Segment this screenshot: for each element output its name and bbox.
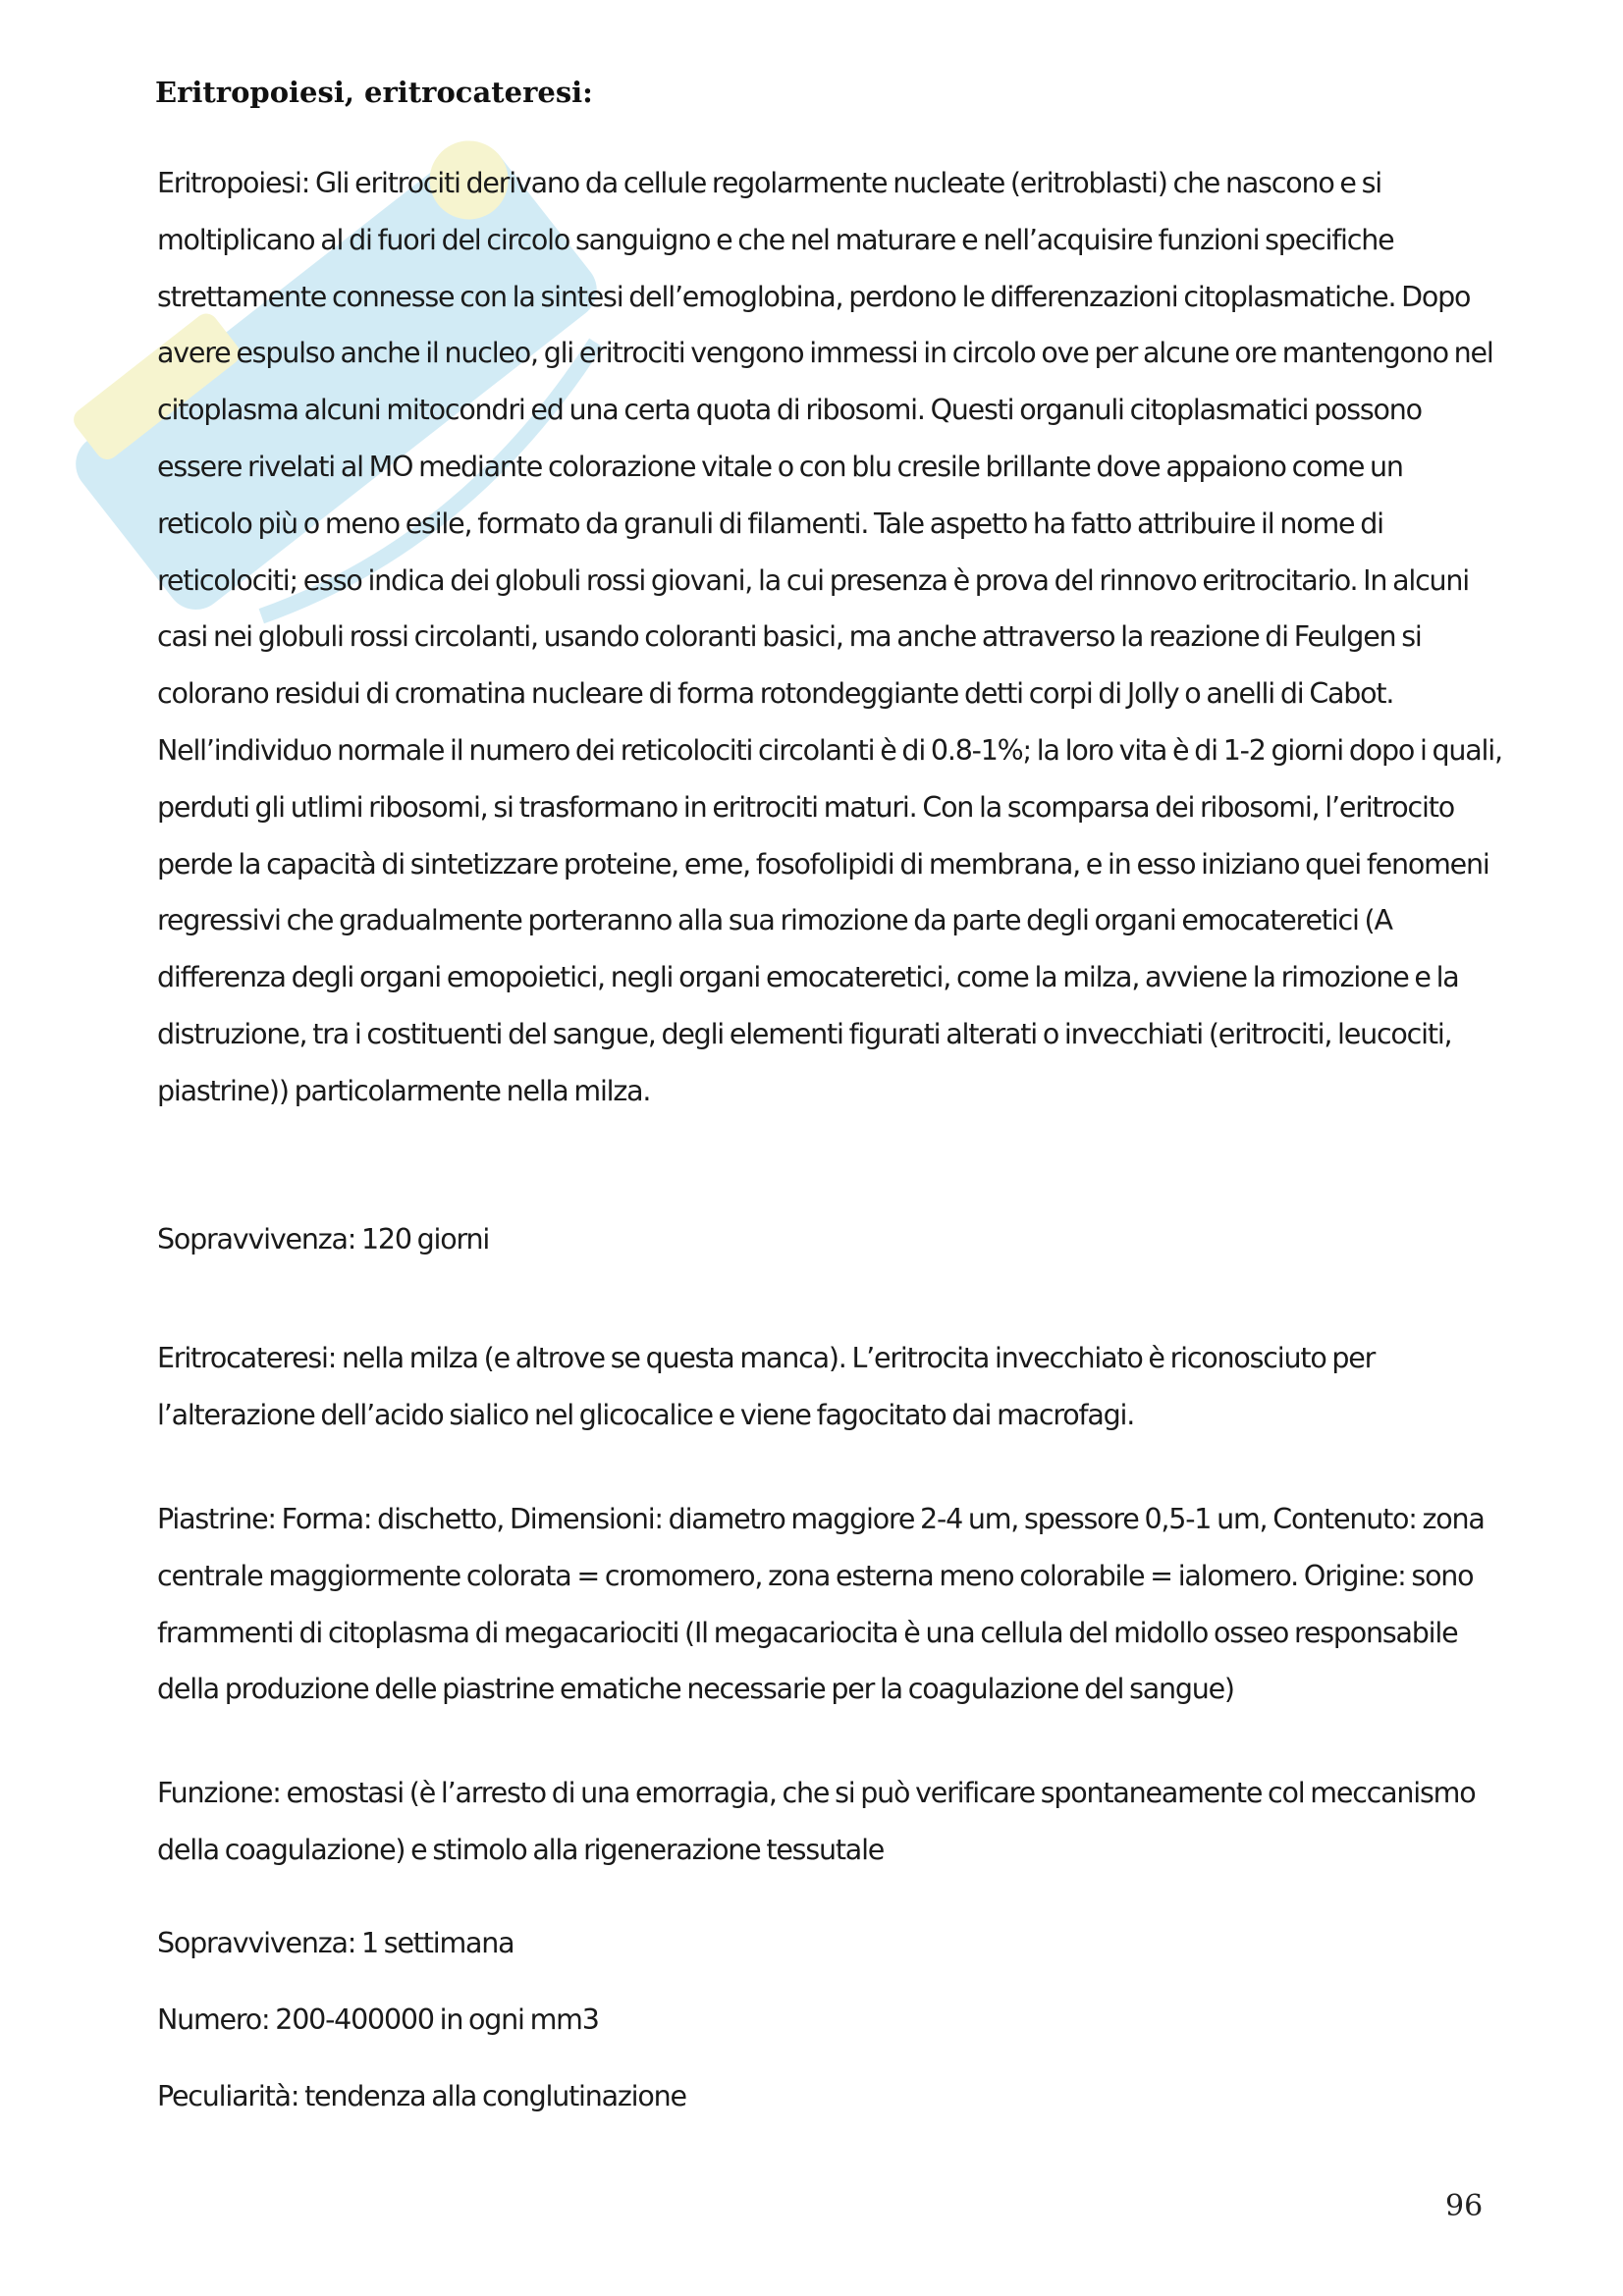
paragraph-eritrocateresi: Eritrocateresi: nella milza (e altrove se questa manca). L’eritrocita invecchiato è riconosciuto per l’alterazione dell’acido sialico nel glicocalice e viene fagocitato dai macrofagi. [157, 1342, 1376, 1431]
paragraph-piastrine: Piastrine: Forma: dischetto, Dimensioni: diametro maggiore 2-4 um, spessore 0,5-1 um, Contenuto: zona centrale maggiormente colorata = cromomero, zona esterna meno colorabile = ialomero. Origine: sono frammenti di citoplasma di megacariociti (Il megacariocita è una cellula del midollo osseo responsabile della produzione delle piastrine ematiche necessarie per la coagulazione del sangue) [157, 1503, 1485, 1706]
paragraph-numero: Numero: 200-400000 in ogni mm3 [157, 2003, 599, 2036]
paragraph-sopravvivenza-eritrociti: Sopravvivenza: 120 giorni [157, 1223, 490, 1255]
page-title: Eritropoiesi, eritrocateresi: [155, 76, 593, 109]
page-number: 96 [1445, 2189, 1484, 2223]
paragraph-sopravvivenza-piastrine: Sopravvivenza: 1 settimana [157, 1927, 514, 1959]
paragraph-eritropoiesi: Eritropoiesi: Gli eritrociti derivano da cellule regolarmente nucleate (eritroblasti) che nascono e si moltiplicano al di fuori del circolo sanguigno e che nel maturare e nell’acquisire funzioni specifiche strettamente connesse con la sintesi dell’emoglobina, perdono le differenzazioni citoplasmatiche. Dopo avere espulso anche il nucleo, gli eritrociti vengono immessi in circolo ove per alcune ore mantengono nel citoplasma alcuni mitocondri ed una certa quota di ribosomi. Questi organuli citoplasmatici possono essere rivelati al MO mediante colorazione vitale o con blu cresile brillante dove appaiono come un reticolo più o meno esile, formato da granuli di filamenti. Tale aspetto ha fatto attribuire il nome di reticolociti; esso indica dei globuli rossi giovani, la cui presenza è prova del rinnovo eritrocitario. In alcuni casi nei globuli rossi circolanti, usando coloranti basici, ma anche attraverso la reazione di Feulgen si colorano residui di cromatina nucleare di forma rotondeggiante detti corpi di Jolly o anelli di Cabot. Nell’individuo normale il numero dei reticolociti circolanti è di 0.8-1%; la loro vita è di 1-2 giorni dopo i quali, perduti gli utlimi ribosomi, si trasformano in eritrociti maturi. Con la scomparsa dei ribosomi, l’eritrocito perde la capacità di sintetizzare proteine, eme, fosofolipidi di membrana, e in esso iniziano quei fenomeni regressivi che gradualmente porteranno alla sua rimozione da parte degli organi emocateretici (A differenza degli organi emopoietici, negli organi emocateretici, come la milza, avviene la rimozione e la distruzione, tra i costituenti del sangue, degli elementi figurati alterati o invecchiati (eritrociti, leucociti, piastrine)) particolarmente nella milza. [157, 167, 1502, 1107]
paragraph-peculiarita: Peculiarità: tendenza alla conglutinazione [157, 2080, 686, 2112]
paragraph-funzione: Funzione: emostasi (è l’arresto di una emorragia, che si può verificare spontaneamente col meccanismo della coagulazione) e stimolo alla rigenerazione tessutale [157, 1777, 1476, 1866]
